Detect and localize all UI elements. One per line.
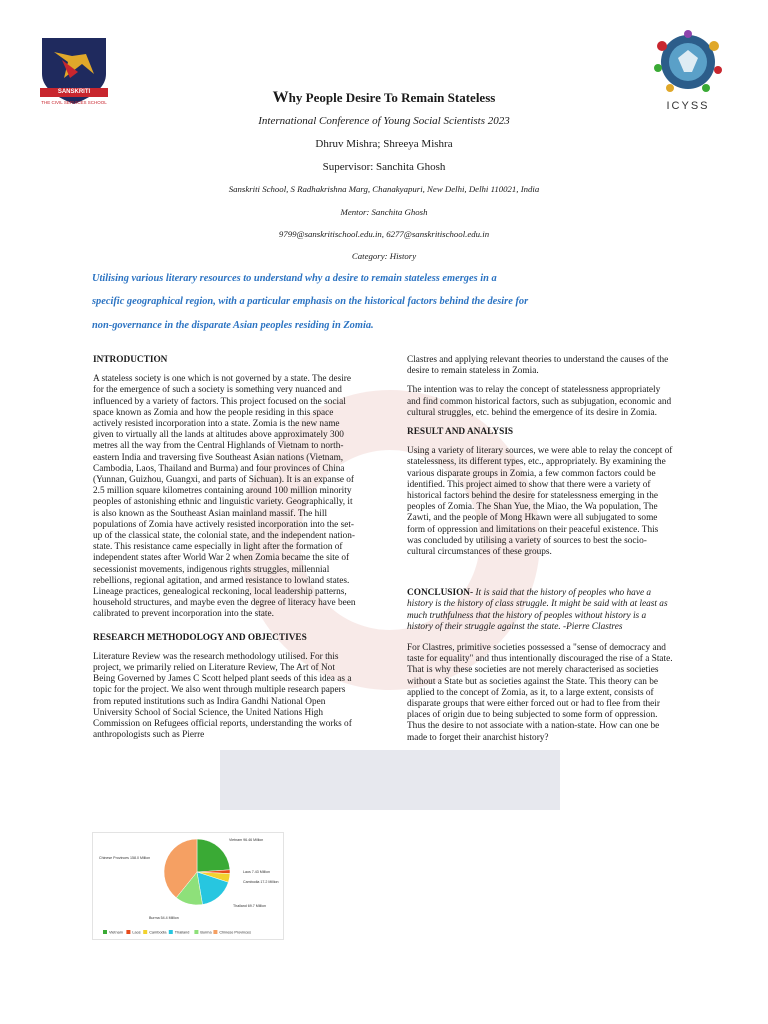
pie-slice-vietnam xyxy=(197,839,230,872)
legend-label-cambodia: Cambodia xyxy=(149,930,167,935)
legend-label-vietnam: Vietnam xyxy=(109,930,123,935)
legend-swatch-cambodia xyxy=(143,930,147,934)
legend-swatch-vietnam xyxy=(103,930,107,934)
method-text: Literature Review was the research methodology utilised. For this project, we primarily relied on Literature Review, The Art of Not Being Governed by James C Scott helped plant seeds of this idea as a topic for the project. We also went through multiple research papers from reputed institutions such as Indira Gandhi National Open University School of Social Science, the United Nations High Commission on Refugees official reports, understanding the works of anthropologists such as Pierre xyxy=(93,651,352,741)
lead-line-3: non-governance in the disparate Asian peoples residing in Zomia. xyxy=(92,320,374,331)
method-text-continued: Clastres and applying relevant theories to understand the causes of the desire to remain stateless in Zomia. xyxy=(407,355,669,377)
globe-people-icon xyxy=(648,28,728,96)
pie-label-thailand: Thailand 69.7 Million xyxy=(233,904,266,908)
legend-swatch-thailand xyxy=(169,930,173,934)
legend-label-thailand: Thailand xyxy=(174,930,190,935)
pie-chart xyxy=(92,832,284,940)
legend-label-laos: Laos xyxy=(132,930,141,935)
paper-title xyxy=(0,89,768,107)
pie-label-cambodia: Cambodia 17.2 Million xyxy=(243,880,279,884)
conference-name: International Conference of Young Social Scientists 2023 xyxy=(258,115,510,127)
address: Sanskriti School, S Radhakrishna Marg, Chanakyapuri, New Delhi, Delhi 110021, India xyxy=(228,184,540,194)
final-text: For Clastres, primitive societies possessed a "sense of democracy and taste for equality" and thus intentionally discouraged the rise of a State. That is why these societies are not merely characterised as societies without a State but as societies against the State. This theory can be applied to the concept of Zomia, as it, to a large extent, consists of disparate groups that were either forced out or had to flee from their places of origin due to being subjected to some form of oppression. Thus the desire to not associate with a nation-state. How can one be made to forget their anarchist history? xyxy=(407,643,673,743)
mentor: Mentor: Sanchita Ghosh xyxy=(340,207,428,217)
title-rest: hy People Desire To Remain Stateless xyxy=(288,90,496,105)
title-initial: W xyxy=(272,89,289,106)
category: Category: History xyxy=(351,251,417,261)
pie-chart-svg xyxy=(93,833,283,939)
legend-label-burma: Burma xyxy=(200,930,212,935)
legend-swatch-chinese-provinces xyxy=(213,930,217,934)
authors: Dhruv Mishra; Shreeya Mishra xyxy=(315,138,453,150)
emails: 9799@sanskritischool.edu.in, 6277@sanskritischool.edu.in xyxy=(278,229,490,239)
method-heading: RESEARCH METHODOLOGY AND OBJECTIVES xyxy=(93,632,307,643)
intention-text: The intention was to relay the concept of statelessness appropriately and find common historical factors, such as subjugation, economic and cultural struggles, etc. behind the emergence of its desire in Zomia. xyxy=(407,385,672,418)
conclusion-quote: It is said that the history of peoples who have a history is the history of class struggle. It might be said with at least as much truthfulness that the history of peoples without history is a history of their struggle against the state. -Pierre Clastres xyxy=(407,588,668,632)
sanskriti-banner-text: SANSKRITI xyxy=(57,89,91,95)
supervisor: Supervisor: Sanchita Ghosh xyxy=(322,161,446,173)
lead-line-1: Utilising various literary resources to understand why a desire to remain stateless emerges in a xyxy=(92,273,497,284)
conclusion-label: CONCLUSION- xyxy=(407,588,474,599)
pie-label-burma: Burma 54.4 Million xyxy=(149,916,179,920)
pie-label-vietnam: Vietnam 96.46 Million xyxy=(229,838,264,842)
result-heading: RESULT AND ANALYSIS xyxy=(407,427,514,438)
sanskriti-subtitle: THE CIVIL SERVICES SCHOOL xyxy=(41,100,107,105)
lead-line-2: specific geographical region, with a particular emphasis on the historical factors behind the desire for xyxy=(92,296,529,307)
pie-label-chinese-provinces: Chinese Provinces 158.0 Million xyxy=(99,856,151,860)
intro-heading: INTRODUCTION xyxy=(93,355,168,365)
legend-swatch-burma xyxy=(194,930,198,934)
pie-label-laos: Laos 7.43 Million xyxy=(243,870,270,874)
intro-text: A stateless society is one which is not governed by a state. The desire for the emergence of such a society is something very nuanced and influenced by a variety of factors. This project focused on the social space known as Zomia and how the people residing in this space actively resisted incorporation into a state. Zomia is the new name given to virtually all the lands at altitudes above approximately 300 metres all the way from the Central Highlands of Vietnam to north-eastern India and traversing five Southeast Asian nations (Vietnam, Cambodia, Laos, Thailand and Burma) and four provinces of China (Yunnan, Guizhou, Guangxi, and parts of Sichuan). It is an expanse of 2.5 million square kilometres containing around 100 million minority peoples of astonishing ethnic and linguistic variety. Geographically, it is also known as the Southeast Asian mainland massif. The hill populations of Zomia have actively resisted incorporation into the set-up of the classical state, the colonial state, and the independent nation-state. This resistance came especially in light after the formation of independent states after World War 2 when Zomia became the site of secessionist movements, indigenous rights struggles, millennial rebellions, regional agitation, and armed resistance to lowland states. Lineage practices, genealogical reckoning, local leadership patterns, household structures, and maybe even the degree of literacy have been calibrated to prevent incorporation into the state. xyxy=(93,374,356,620)
icyss-text: ICYSS xyxy=(666,100,710,112)
conclusion-paragraph xyxy=(407,588,673,633)
legend-label-chinese-provinces: Chinese Provinces xyxy=(219,930,252,935)
result-text: Using a variety of literary sources, we were able to relay the concept of statelessness, its different types, etc., appropriately. By examining the various disparate groups in Zomia, a few common factors could be identified. This project aimed to show that there were a variety of historical factors behind the desire for statelessness emerging in the peoples of Zomia. The Shan Yue, the Miao, the Wa population, The Zawti, and the people of Mong Hkawn were all subjugated to some form of oppression and limitations on their peaceful existence. This was concluded by utilising a variety of sources to best the socio-cultural circumstances of these groups. xyxy=(407,446,673,558)
right-column xyxy=(407,355,673,752)
left-column xyxy=(93,355,359,750)
legend-swatch-laos xyxy=(126,930,130,934)
